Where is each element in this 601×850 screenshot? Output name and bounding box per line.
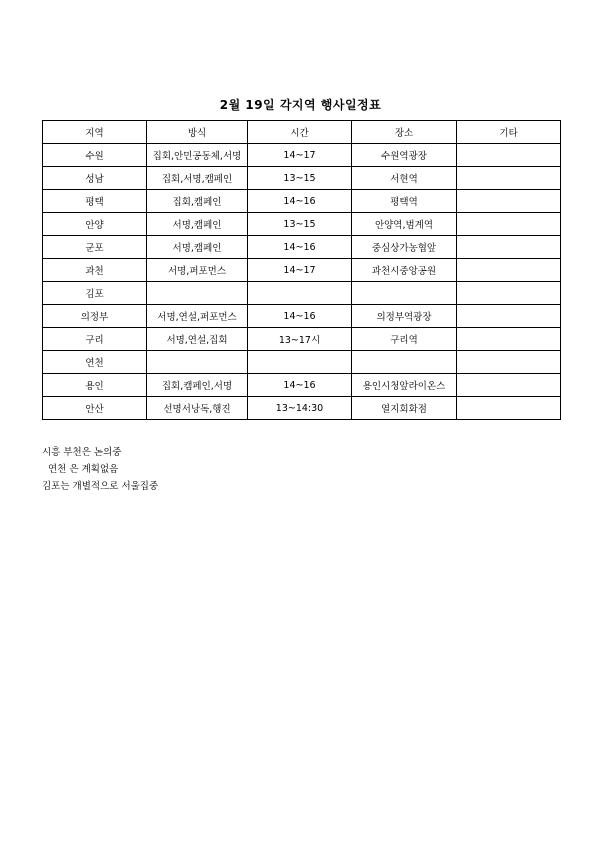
schedule-table [42,120,561,420]
footnotes [42,444,158,495]
cell-note [457,190,561,213]
cell-region: 구리 [43,328,147,351]
cell-place: 서현역 [352,167,457,190]
cell-region: 수원 [43,144,147,167]
table-row [43,374,561,397]
cell-time: 13~15 [248,213,352,236]
cell-time: 14~16 [248,236,352,259]
cell-place: 수원역광장 [352,144,457,167]
cell-method [147,282,248,305]
cell-method: 서명,퍼포먼스 [147,259,248,282]
cell-method: 서명,연설,집회 [147,328,248,351]
cell-region: 과천 [43,259,147,282]
cell-region: 의정부 [43,305,147,328]
cell-method: 집회,캠페인 [147,190,248,213]
column-header-note: 기타 [457,121,561,144]
cell-time: 13~14:30 [248,397,352,420]
cell-region: 김포 [43,282,147,305]
cell-region: 안양 [43,213,147,236]
cell-note [457,282,561,305]
cell-place: 용인시청앞라이온스 [352,374,457,397]
column-header-place: 장소 [352,121,457,144]
cell-place: 중심상가농협앞 [352,236,457,259]
cell-method: 선명서낭독,행진 [147,397,248,420]
cell-method: 집회,서명,캠페인 [147,167,248,190]
table-row [43,305,561,328]
cell-note [457,397,561,420]
cell-note [457,236,561,259]
cell-place: 열지회화점 [352,397,457,420]
cell-time: 14~16 [248,305,352,328]
cell-time [248,282,352,305]
cell-note [457,144,561,167]
cell-region: 연천 [43,351,147,374]
table-row [43,328,561,351]
cell-method: 서명,캠페인 [147,236,248,259]
cell-note [457,259,561,282]
table-row [43,236,561,259]
cell-time [248,351,352,374]
cell-region: 성남 [43,167,147,190]
cell-note [457,167,561,190]
cell-method: 서명,연설,퍼포먼스 [147,305,248,328]
cell-time: 13~15 [248,167,352,190]
cell-region: 군포 [43,236,147,259]
cell-time: 14~16 [248,190,352,213]
cell-method [147,351,248,374]
footnote: 시흥 부천은 논의중 [42,447,122,458]
column-header-region: 지역 [43,121,147,144]
cell-method: 집회,안민공동체,서명 [147,144,248,167]
cell-region: 용인 [43,374,147,397]
table-row [43,259,561,282]
page-title: 2월 19일 각지역 행사일정표 [219,98,382,112]
column-header-time: 시간 [248,121,352,144]
cell-time: 13~17시 [248,328,352,351]
table-row [43,213,561,236]
table-row [43,144,561,167]
cell-note [457,351,561,374]
cell-place: 과천시중앙공원 [352,259,457,282]
cell-note [457,305,561,328]
cell-place: 구리역 [352,328,457,351]
cell-method: 집회,캠페인,서명 [147,374,248,397]
cell-region: 평택 [43,190,147,213]
cell-place [352,282,457,305]
table-row [43,397,561,420]
footnote: 연천 은 계획없음 [48,464,119,475]
cell-time: 14~16 [248,374,352,397]
table-row [43,167,561,190]
table-header-row [43,121,561,144]
table-row [43,190,561,213]
cell-method: 서명,캠페인 [147,213,248,236]
table-row [43,351,561,374]
cell-note [457,213,561,236]
cell-time: 14~17 [248,259,352,282]
footnote: 김포는 개별적으로 서울집중 [42,481,159,492]
cell-place: 평택역 [352,190,457,213]
cell-time: 14~17 [248,144,352,167]
cell-place [352,351,457,374]
cell-note [457,374,561,397]
cell-note [457,328,561,351]
column-header-method: 방식 [147,121,248,144]
cell-region: 안산 [43,397,147,420]
cell-place: 의정부역광장 [352,305,457,328]
table-row [43,282,561,305]
cell-place: 안양역,범계역 [352,213,457,236]
